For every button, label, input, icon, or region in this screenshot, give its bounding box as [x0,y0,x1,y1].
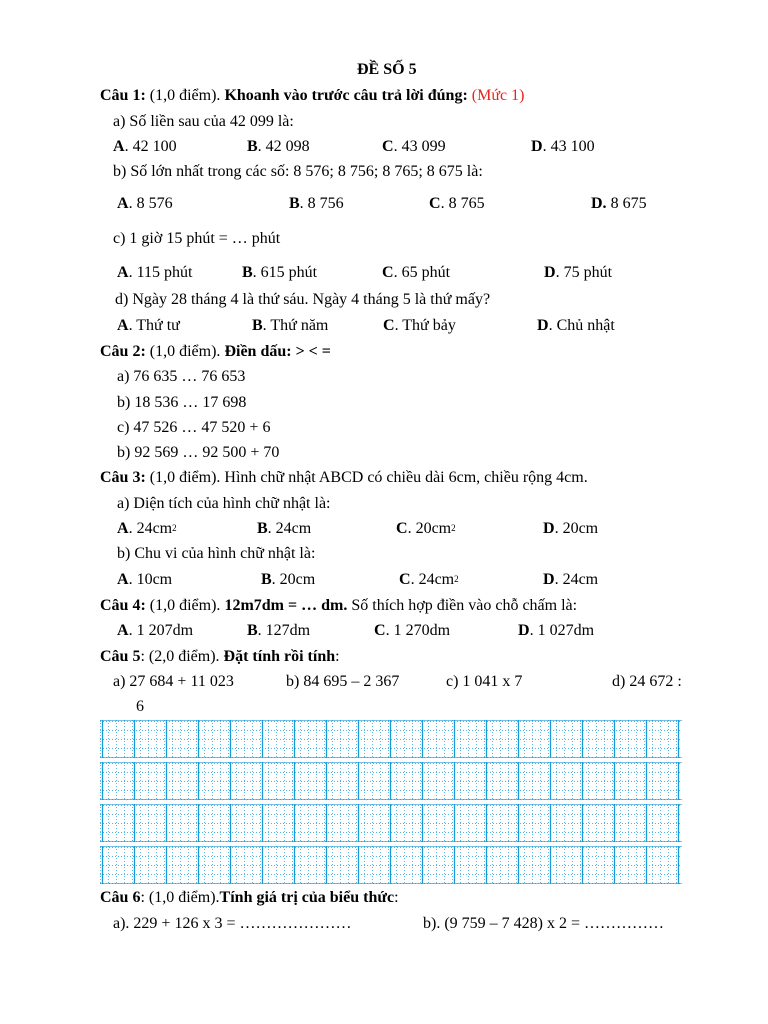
option-3b-B: B. 20cm [261,571,316,588]
question-1-instruction: Khoanh vào trước câu trả lời đúng: [224,87,468,104]
question-3a-text: a) Diện tích của hình chữ nhật là: [117,495,331,512]
question-2-header: Câu 2: (1,0 điểm). Điền dấu: > < = [100,343,331,360]
question-2-item: b) 92 569 … 92 500 + 70 [117,444,280,461]
option-1d-A: A. Thứ tư [117,317,180,334]
question-5c: c) 1 041 x 7 [446,673,523,690]
option-1b-B: B. 8 756 [289,195,344,212]
question-5-header: Câu 5: (2,0 điểm). Đặt tính rồi tính: [100,648,340,665]
option-1b-A: A. 8 576 [117,195,173,212]
question-1-level: (Mức 1) [467,87,525,104]
option-1d-D: D. Chủ nhật [537,317,615,334]
question-4-header: Câu 4: (1,0 điểm). 12m7dm = … dm. Số thích hợp điền vào chỗ chấm là: [100,597,578,614]
question-1-label: Câu 1: [100,87,146,104]
option-4-D: D. 1 027dm [518,622,595,639]
option-1c-B: B. 615 phút [242,264,318,281]
option-1a-B: B. 42 098 [247,138,310,155]
option-1c-D: D. 75 phút [544,264,613,281]
question-2-item: b) 18 536 … 17 698 [117,394,247,411]
page-title: ĐỀ SỐ 5 [357,61,417,78]
question-1-header [100,86,524,106]
question-2-item: c) 47 526 … 47 520 + 6 [117,419,271,436]
option-1c-C: C. 65 phút [382,264,451,281]
question-5d: d) 24 672 : [612,673,682,690]
option-1d-B: B. Thứ năm [252,317,329,334]
question-1-points: (1,0 điểm). [145,87,225,104]
option-4-C: C. 1 270dm [374,622,451,639]
question-6-header: Câu 6: (1,0 điểm).Tính giá trị của biểu thức: [100,889,399,906]
question-3b-text: b) Chu vi của hình chữ nhật là: [117,545,316,562]
grid-paper-row [100,846,682,884]
question-5b: b) 84 695 – 2 367 [286,673,400,690]
option-1a-C: C. 43 099 [382,138,446,155]
grid-paper-row [100,804,682,842]
question-5d-cont: 6 [136,698,144,715]
option-3a-B: B. 24cm [257,520,312,537]
question-1c-text: c) 1 giờ 15 phút = … phút [113,230,281,247]
option-1d-C: C. Thứ bảy [383,317,456,334]
option-3b-D: D. 24cm [543,571,599,588]
question-5a: a) 27 684 + 11 023 [113,673,234,690]
question-2-item: a) 76 635 … 76 653 [117,368,246,385]
option-1c-A: A. 115 phút [117,264,193,281]
option-4-B: B. 127dm [247,622,311,639]
option-3a-D: D. 20cm [543,520,599,537]
question-6a: a). 229 + 126 x 3 = ………………… [113,915,352,932]
option-1a-A: A. 42 100 [113,138,177,155]
question-6b: b). (9 759 – 7 428) x 2 = …………… [423,915,665,932]
option-4-A: A. 1 207dm [117,622,194,639]
grid-paper-row [100,762,682,800]
option-1b-D: D. 8 675 [591,195,647,212]
grid-paper-row [100,720,682,758]
option-1a-D: D. 43 100 [531,138,595,155]
option-3b-C: C. $24cm^2$ [399,571,459,588]
option-3b-A: A. 10cm [117,571,173,588]
option-1b-C: C. 8 765 [429,195,485,212]
option-3a-C: C. $20cm^2$ [396,520,456,537]
option-3a-A: A. $24cm^2$ [117,520,177,537]
question-1a-text: a) Số liền sau của 42 099 là: [113,113,294,130]
question-1d-text: d) Ngày 28 tháng 4 là thứ sáu. Ngày 4 tháng 5 là thứ mấy? [115,291,491,308]
question-1b-text: b) Số lớn nhất trong các số: 8 576; 8 756; 8 765; 8 675 là: [113,163,483,180]
question-3-header: Câu 3: (1,0 điểm). Hình chữ nhật ABCD có chiều dài 6cm, chiều rộng 4cm. [100,469,588,486]
